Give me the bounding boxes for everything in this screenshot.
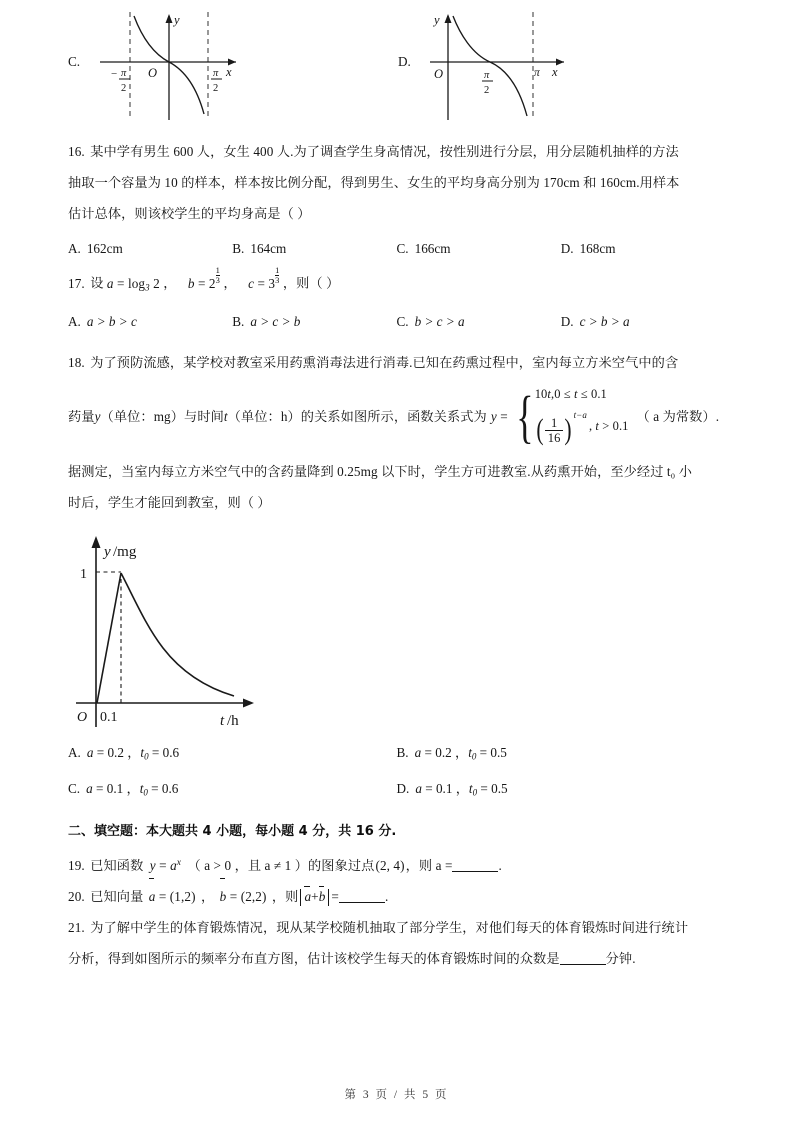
piecewise-case-2: ( $\frac{1}{16}$ )$^{t-a}$, t > 0.1 (536, 409, 629, 447)
fig18-decay-curve (121, 573, 234, 696)
graph-d-svg (398, 2, 588, 124)
q18-option-c-label: C. (68, 780, 81, 796)
fig18-x-axis-unit: /h (227, 713, 239, 730)
q16-options (68, 233, 725, 264)
question-17 (68, 266, 725, 337)
svg-text:2: 2 (213, 83, 219, 94)
graph-c-left-tick (111, 68, 130, 94)
q21-line2-b: 分钟. (605, 951, 636, 967)
q18-option-d-label: D. (396, 780, 410, 796)
graph-c-right-tick (211, 68, 222, 94)
fig18-y-axis-label: y (104, 544, 111, 561)
graph-option-d (398, 2, 588, 124)
q21-line1-text: 为了解中学生的体育锻炼情况，现从某学校随机抽取了部分学生，对他们每天的体育锻炼时间进行统计 (90, 920, 689, 936)
graph-option-d-label: D. (398, 54, 411, 69)
q17-option-a-label: A. (68, 314, 81, 330)
q17-option-c[interactable] (397, 306, 561, 337)
graph-d-x-label: x (552, 65, 558, 79)
fig18-y-arrow (92, 536, 101, 548)
q16-line2: 抽取一个容量为 10 的样本，样本按比例分配，得到男生、女生的平均身高分别为 170cm 和 160cm.用样本 (68, 175, 680, 190)
q18-var-t: t (223, 409, 228, 425)
y-axis-arrow (166, 14, 173, 23)
q18-line3: 据测定，当室内每立方米空气中的含药量降到 0.25mg 以下时，学生方可进教室.从药熏开始，至少经过 t₀ 小 (68, 464, 693, 480)
piecewise-cases (535, 387, 629, 448)
svg-text:−: − (111, 68, 118, 80)
q18-option-a[interactable] (68, 737, 397, 773)
q20-vector-b: b = (2,2) (216, 889, 270, 904)
svg-text:π: π (213, 68, 219, 79)
piecewise-case-1: 10t,0 ≤ t ≤ 0.1 (534, 386, 607, 401)
page-footer (0, 1084, 793, 1104)
q18-line2-d: （ a 为常数）. (636, 409, 720, 425)
q18-figure (68, 522, 725, 737)
q18-option-b-label: B. (396, 745, 409, 761)
q18-formula-lhs: y = (490, 409, 508, 425)
q16-option-b-label: B. (232, 241, 245, 256)
q21-line2 (68, 943, 725, 974)
q20-number: 20. (68, 889, 85, 905)
q16-line1 (68, 136, 725, 167)
q21-number: 21. (68, 920, 85, 936)
q18-number: 18. (68, 355, 85, 371)
graph-c-x-label: x (226, 65, 232, 79)
q16-option-c-text: 166cm (414, 241, 451, 256)
q18-option-d-text: a = 0.1 ，t0 = 0.5 (415, 780, 508, 798)
q19-function: $y = a^x$ (149, 858, 182, 874)
curve-d (453, 16, 527, 116)
q18-piecewise-formula (490, 384, 629, 450)
q17-b-definition: b = 2 $\frac{1}{3}$ (187, 265, 220, 291)
svg-text:π: π (121, 68, 127, 79)
q18-line4: 时后，学生才能回到教室，则（ ） (68, 495, 271, 511)
graph-option-c-label: C. (68, 54, 81, 69)
fig18-x-axis-label: t (220, 713, 225, 730)
q18-figure-svg (68, 522, 318, 734)
q18-line2-b: （单位：mg）与时间 (100, 409, 224, 425)
q17-option-b-text: a > c > b (250, 314, 301, 330)
q20-period: . (384, 889, 389, 905)
fig18-y-tick-label: 1 (80, 567, 87, 583)
question-20: 20. 已知向量 a = (1,2) ， b = (2,2) ，则 a+b = . (68, 881, 725, 912)
q18-option-c[interactable] (68, 773, 397, 809)
q18-line2-c: （单位：h）的关系如图所示，函数关系式为 (227, 409, 487, 425)
q16-option-b[interactable] (232, 233, 396, 264)
page-footer-text: 第 3 页 / 共 5 页 (344, 1089, 449, 1101)
graph-c-svg (68, 2, 258, 124)
q17-stem: 17. 设 a = log3 2 ， b = 2 $\frac{1}{3}$ ， c = 3 $\frac{1}{3}$ ，则（ ） (68, 265, 340, 293)
q17-option-d-label: D. (560, 314, 574, 330)
q20-text-a: 已知向量 (90, 889, 144, 905)
q17-suffix: ，则（ ） (282, 275, 340, 291)
q17-a-definition: a = log3 2 (106, 275, 164, 293)
q16-option-a-label: A. (68, 241, 81, 256)
q16-option-a-text: 162cm (86, 241, 123, 256)
q20-text-b: ，则 (271, 889, 299, 905)
svg-text:2: 2 (484, 85, 490, 96)
q18-line2-a: 药量 (68, 409, 95, 425)
q17-option-a[interactable] (68, 306, 232, 337)
q16-option-a[interactable] (68, 233, 232, 264)
svg-text:π: π (484, 70, 490, 81)
q17-option-c-text: b > c > a (414, 314, 465, 330)
piecewise-brace: { (516, 384, 534, 450)
q16-option-c-label: C. (396, 241, 409, 256)
q21-line1 (68, 912, 725, 943)
q19-text-b: （ a > 0 ，且 a ≠ 1 ）的图象过点 (187, 858, 375, 874)
q16-line3: 估计总体，则该校学生的平均身高是（ ） (68, 206, 311, 221)
q19-text-c: ，则 a = (405, 858, 453, 874)
fig18-y-axis-unit: /mg (113, 544, 137, 561)
q19-period: . (498, 858, 502, 874)
graph-d-origin-label: O (434, 67, 444, 81)
graph-d-right-tick: π (534, 67, 540, 79)
q21-line2-a: 分析，得到如图所示的频率分布直方图，估计该校学生每天的体育锻炼时间的众数是 (68, 951, 560, 967)
q18-option-a-text: a = 0.2 ，t0 = 0.6 (86, 745, 180, 762)
q16-option-d-text: 168cm (579, 241, 616, 256)
q20-text-c: = (331, 889, 339, 905)
graph-d-mid-tick (482, 70, 493, 96)
q18-var-y: y (94, 409, 101, 425)
q16-option-d-label: D. (560, 241, 574, 256)
q17-option-a-text: a > b > c (86, 314, 137, 330)
graph-c-y-label: y (174, 13, 180, 27)
q17-c-definition: c = 3 $\frac{1}{3}$ (248, 265, 280, 291)
fig18-x-arrow (243, 699, 254, 708)
q17-option-b-label: B. (232, 314, 245, 330)
q18-options-row2 (68, 773, 725, 809)
q18-line1 (68, 347, 725, 378)
q18-option-c-text: a = 0.1 ，t0 = 0.6 (86, 780, 179, 798)
q17-option-c-label: C. (396, 314, 409, 330)
q16-option-b-text: 164cm (250, 241, 287, 256)
q20-answer-blank[interactable] (339, 890, 385, 903)
top-graph-options (68, 0, 725, 122)
fig18-origin-label: O (77, 710, 88, 726)
q18-option-a-label: A. (68, 745, 81, 761)
q18-option-b-text: a = 0.2 ，t0 = 0.5 (414, 745, 507, 762)
q21-answer-blank[interactable] (560, 952, 606, 965)
q17-option-b[interactable] (232, 306, 396, 337)
fig18-rising-segment (97, 573, 121, 703)
question-21 (68, 912, 725, 974)
svg-text:2: 2 (121, 83, 127, 94)
q17-number: 17. (68, 275, 85, 291)
q18-formula-line (68, 378, 725, 456)
graph-d-y-label: y (434, 13, 440, 27)
question-18 (68, 347, 725, 808)
q18-option-d[interactable] (397, 773, 726, 809)
question-19 (68, 848, 725, 881)
q20-vector-a: a = (1,2) (145, 889, 199, 904)
q18-options-row1 (68, 737, 725, 773)
q18-option-b[interactable] (397, 737, 726, 773)
q16-line1-text: 某中学有男生 600 人，女生 400 人.为了调查学生身高情况，按性别进行分层，用分层随机抽样的方法 (90, 144, 679, 159)
q19-answer-blank[interactable] (452, 859, 498, 872)
q16-option-c[interactable] (397, 233, 561, 264)
q19-point: (2, 4) (375, 858, 405, 874)
section-2-heading: 二、填空题：本大题共 4 小题，每小题 4 分，共 16 分. (68, 824, 397, 840)
q19-number: 19. (68, 858, 85, 874)
question-16 (68, 136, 725, 264)
y-axis-arrow (445, 14, 452, 23)
graph-option-c (68, 2, 258, 124)
q17-option-d-text: c > b > a (579, 314, 630, 330)
q17-options (68, 306, 725, 337)
q18-line1-text: 为了预防流感，某学校对教室采用药熏消毒法进行消毒.已知在药熏过程中，室内每立方米空气中的含 (90, 355, 679, 371)
q17-prefix: 设 (90, 275, 104, 291)
q20-magnitude-expr: a+b (300, 889, 329, 906)
q17-option-d[interactable] (561, 306, 725, 337)
graph-c-origin-label: O (148, 66, 158, 80)
q16-number: 16. (68, 144, 85, 159)
q16-option-d[interactable] (561, 233, 725, 264)
q19-text-a: 已知函数 (90, 858, 144, 874)
fig18-x-tick-label: 0.1 (100, 710, 118, 726)
